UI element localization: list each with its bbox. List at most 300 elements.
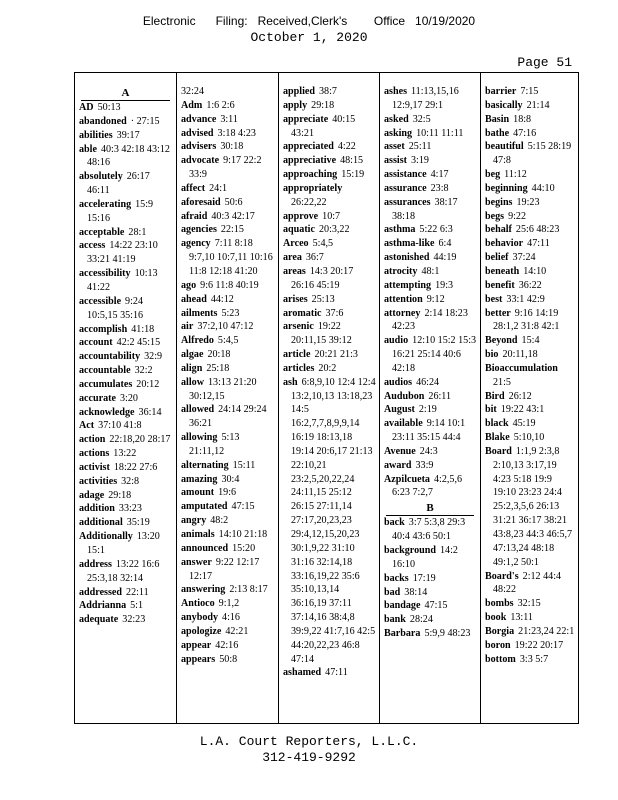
- page-line-refs: 6:8,9,10 12:4 12:4 13:2,10,13 13:18,23 14:5 16:2,7,7,8,9,9,14 16:19 18:13,18 19:14 20:6,17 21:13 22:10,21 23:2,5,20,22,24 24:11,15 25:12 26:15 27:11,14 27:17,20,23,23 29:4,12,15,20,23 30:1,9,22 31:10 31:16 32:14,18 33:16,19,22 35:6 35:10,13,14 36:16,19 37:11 37:14,16 38:4,8 39:9,22 41:7,16 42:5 44:20,22,23 46:8 47:14: [291, 376, 376, 665]
- index-word: beginning: [485, 182, 528, 194]
- index-entry: [384, 154, 478, 168]
- index-word: bank: [384, 614, 406, 626]
- index-entry: [79, 364, 174, 378]
- page-line-refs: 19:22 43:1: [500, 404, 545, 416]
- index-word: addressed: [79, 586, 123, 598]
- page-line-refs: 26:22,22: [291, 196, 327, 208]
- page-line-refs: 36:14: [138, 406, 162, 418]
- index-word: Azpilcueta: [384, 473, 430, 485]
- index-entry: [283, 182, 377, 210]
- index-word: assurances: [384, 196, 431, 208]
- page-line-refs: 20:2: [318, 362, 337, 374]
- page-line-refs: 33:9: [415, 459, 434, 471]
- index-word: accessible: [79, 295, 122, 307]
- index-word: absolutely: [79, 171, 123, 183]
- index-entry: [79, 323, 174, 337]
- index-word: bad: [384, 586, 401, 598]
- index-word: applied: [283, 86, 315, 97]
- index-word: Bioaccumulation: [485, 362, 558, 374]
- index-column-2: [176, 73, 278, 723]
- index-word: Board's: [485, 570, 519, 582]
- index-entry: [485, 390, 577, 404]
- index-word: appreciated: [283, 141, 334, 153]
- index-entry: [384, 223, 478, 237]
- index-word: addition: [79, 503, 115, 515]
- index-word: aquatic: [283, 224, 315, 236]
- page-line-refs: 25:6 48:23: [515, 224, 560, 236]
- page-line-refs: 9:22: [508, 210, 527, 222]
- index-entry: [79, 350, 174, 364]
- page-line-refs: 3:20: [120, 392, 138, 404]
- index-word: behalf: [485, 224, 512, 236]
- page-line-refs: 3:7 5:3,8 29:3 40:4 43:6 50:1: [392, 517, 466, 543]
- page-line-refs: · 27:15: [130, 115, 160, 127]
- page-line-refs: 30:4: [221, 473, 240, 485]
- index-word: Beyond: [485, 335, 518, 347]
- index-entry: [283, 293, 377, 307]
- index-word: AD: [79, 102, 94, 113]
- index-entry: [384, 237, 478, 251]
- document-date: October 1, 2020: [250, 30, 368, 45]
- page-line-refs: 47:15: [231, 501, 255, 513]
- page-line-refs: 1:6 2:6: [206, 99, 235, 111]
- index-entry: [485, 85, 577, 99]
- index-word: afraid: [181, 210, 208, 222]
- page-line-refs: 45:19: [512, 418, 536, 430]
- index-word: bombs: [485, 598, 514, 610]
- page-line-refs: 10:11 11:11: [416, 127, 464, 139]
- index-entry: [384, 417, 478, 445]
- index-entry: [79, 613, 174, 627]
- page-line-refs: 4:17: [430, 169, 449, 181]
- page-line-refs: 22:11: [126, 586, 149, 598]
- page-line-refs: 41:18: [131, 323, 155, 335]
- index-entry: [79, 530, 174, 558]
- index-entry: [181, 182, 276, 196]
- letter-heading: B: [386, 502, 474, 516]
- index-column-4: [379, 73, 480, 723]
- page-line-refs: 37:2,10 47:12: [197, 321, 254, 333]
- page-line-refs: 26:17 46:11: [87, 171, 150, 197]
- index-entry: [79, 336, 174, 350]
- index-word: Antioco: [181, 598, 215, 610]
- index-entry: [283, 376, 377, 667]
- index-entry: [485, 140, 577, 168]
- index-word: abandoned: [79, 115, 127, 127]
- index-entry: [283, 99, 377, 113]
- index-entry: [485, 113, 577, 127]
- index-entry: [485, 653, 577, 667]
- page-line-refs: 36:7: [305, 252, 324, 264]
- index-word: accessibility: [79, 268, 131, 280]
- index-entry: [181, 556, 276, 584]
- index-entry: [485, 182, 577, 196]
- index-entry: [485, 210, 577, 224]
- index-word: asked: [384, 113, 409, 125]
- page-line-refs: 14:22 23:10 33:21 41:19: [87, 240, 158, 266]
- index-word: affect: [181, 182, 206, 194]
- index-word: apply: [283, 99, 308, 111]
- index-entry: [485, 237, 577, 251]
- page-line-refs: 18:22 27:6: [113, 461, 158, 473]
- index-entry: [283, 210, 377, 224]
- index-entry: [485, 293, 577, 307]
- page-line-refs: 10:7: [322, 210, 341, 222]
- index-word: audios: [384, 376, 413, 388]
- index-entry: [384, 334, 478, 376]
- page-line-refs: 15:9 15:16: [87, 198, 154, 224]
- index-word: accountability: [79, 351, 141, 363]
- court-reporter-phone: 312-419-9292: [262, 750, 356, 765]
- index-word: address: [79, 558, 112, 570]
- page-line-refs: 5:4,5: [312, 238, 334, 250]
- index-word: Additionally: [79, 531, 133, 543]
- page-line-refs: 32:23: [122, 614, 146, 626]
- page-line-refs: 20:12: [136, 378, 160, 390]
- index-entry: [181, 362, 276, 376]
- page-line-refs: 9:17 22:2 33:9: [189, 155, 262, 181]
- index-word: back: [384, 517, 405, 529]
- page-line-refs: 21:23,24 22:1: [518, 625, 575, 637]
- page-line-refs: 6:4: [438, 238, 452, 250]
- index-entry: [384, 127, 478, 141]
- index-word: bio: [485, 349, 499, 361]
- index-word: answer: [181, 556, 212, 568]
- index-word: aromatic: [283, 307, 322, 319]
- page-line-refs: 9:12: [426, 293, 445, 305]
- index-entry: [384, 390, 478, 404]
- page-line-refs: 42:16: [215, 639, 239, 651]
- index-word: begs: [485, 210, 505, 222]
- index-entry: [485, 639, 577, 653]
- index-entry: [181, 320, 276, 334]
- index-entry: [181, 639, 276, 653]
- index-word: barrier: [485, 86, 517, 97]
- index-word: air: [181, 321, 194, 333]
- index-entry: [283, 140, 377, 154]
- index-entry: [384, 445, 478, 459]
- index-entry: [181, 210, 276, 224]
- page-line-refs: 22:18,20 28:17: [109, 434, 171, 446]
- index-word: best: [485, 293, 503, 305]
- index-word: assist: [384, 155, 407, 167]
- page-line-refs: 5:13 21:11,12: [189, 432, 240, 457]
- index-entry: [79, 586, 174, 600]
- index-entry: [384, 265, 478, 279]
- index-word: amazing: [181, 473, 218, 485]
- page-line-refs: 28:24: [409, 614, 433, 626]
- index-entry: [283, 223, 377, 237]
- index-word: animals: [181, 529, 215, 540]
- index-entry: [384, 85, 478, 113]
- page-line-refs: 33:23: [118, 503, 142, 515]
- index-entry: [79, 115, 174, 129]
- page-line-refs: 33:1 42:9: [506, 293, 545, 305]
- page-line-refs: 13:22: [113, 448, 137, 460]
- page-line-refs: 2:13 8:17: [229, 584, 268, 596]
- index-word: accomplish: [79, 323, 128, 335]
- page-line-refs: 3:11: [220, 113, 238, 125]
- index-word: adage: [79, 489, 105, 501]
- index-entry: [79, 143, 174, 171]
- index-entry: [384, 599, 478, 613]
- index-entry: [485, 403, 577, 417]
- index-word: behavior: [485, 238, 524, 250]
- index-entry: [181, 514, 276, 528]
- index-word: begins: [485, 196, 513, 208]
- index-word: award: [384, 459, 412, 471]
- index-word: Board: [485, 445, 512, 457]
- index-entry: [384, 544, 478, 572]
- index-entry: [283, 362, 377, 376]
- page-line-refs: 22:15: [220, 224, 244, 236]
- index-entry: [485, 334, 577, 348]
- page-line-refs: 24:1: [209, 182, 228, 194]
- index-entry: [384, 113, 478, 127]
- index-word: able: [79, 143, 97, 155]
- page-line-refs: 5:1: [130, 600, 144, 612]
- index-word: Alfredo: [181, 335, 214, 347]
- index-entry: [181, 376, 276, 404]
- page-line-refs: 42:2 45:15: [116, 337, 161, 349]
- page-line-refs: 24:3: [419, 445, 438, 457]
- index-entry: [181, 279, 276, 293]
- index-word: asthma: [384, 224, 416, 236]
- page-line-refs: 32:5: [412, 113, 431, 125]
- page-line-refs: 19:23: [516, 196, 540, 208]
- index-entry: [485, 127, 577, 141]
- index-entry: [181, 127, 276, 141]
- page-line-refs: 23:8: [430, 182, 449, 194]
- index-entry: [79, 392, 174, 406]
- index-entry: [485, 611, 577, 625]
- index-entry: [181, 154, 276, 182]
- page-line-refs: 44:12: [210, 293, 234, 305]
- index-word: Arceo: [283, 238, 309, 250]
- index-entry: [283, 666, 377, 680]
- index-word: action: [79, 434, 106, 446]
- index-entry: [384, 182, 478, 196]
- index-entry: [79, 406, 174, 420]
- index-word: activities: [79, 475, 118, 487]
- index-entry: [485, 223, 577, 237]
- index-word: agencies: [181, 224, 217, 236]
- index-entry: [79, 433, 174, 447]
- index-entry: [181, 403, 276, 431]
- page-line-refs: 10:13 41:22: [87, 268, 158, 293]
- index-entry: [485, 265, 577, 279]
- page-line-refs: 19:3: [435, 279, 454, 291]
- page-line-refs: 47:11: [325, 667, 348, 679]
- index-entry: [485, 251, 577, 265]
- page-line-refs: 19:22 20:11,15 39:12: [291, 321, 352, 347]
- page-line-refs: 3:19: [411, 155, 429, 167]
- index-word: backs: [384, 572, 409, 584]
- index-entry: [181, 293, 276, 307]
- index-word: belief: [485, 252, 509, 264]
- index-entry: [79, 226, 174, 240]
- index-word: Blake: [485, 432, 510, 444]
- page-line-refs: 29:18: [311, 99, 335, 111]
- index-word: amount: [181, 487, 215, 499]
- page-line-refs: 39:17: [116, 129, 140, 141]
- index-entry: [485, 168, 577, 182]
- page-line-refs: 5:23: [221, 307, 240, 319]
- page-line-refs: 11:13,15,16 12:9,17 29:1: [392, 86, 459, 111]
- page-number: Page 51: [517, 55, 572, 70]
- index-entry: [79, 170, 174, 198]
- page-line-refs: 19:6: [218, 487, 237, 499]
- index-word: arsenic: [283, 321, 314, 333]
- index-word: acceptable: [79, 226, 125, 238]
- index-word: Act: [79, 420, 95, 432]
- page-line-refs: 32:2: [134, 365, 153, 377]
- page-line-refs: 47:15: [424, 600, 448, 612]
- page-line-refs: 47:16: [513, 127, 537, 139]
- index-word: accumulates: [79, 378, 133, 390]
- index-word: beg: [485, 169, 501, 181]
- index-entry: [283, 154, 377, 168]
- index-entry: [181, 486, 276, 500]
- page-line-refs: 15:19: [341, 169, 365, 181]
- index-entry: [79, 129, 174, 143]
- court-reporter-name: L.A. Court Reporters, L.L.C.: [199, 734, 419, 749]
- index-entry: [384, 251, 478, 265]
- index-entry: [384, 376, 478, 390]
- index-entry: [485, 445, 577, 570]
- index-entry: [181, 431, 276, 459]
- page-line-refs: 11:12: [504, 169, 527, 181]
- page-line-refs: 37:6: [325, 307, 344, 319]
- index-word: articles: [283, 362, 315, 374]
- index-word: approaching: [283, 169, 338, 181]
- index-word: audio: [384, 335, 409, 347]
- filing-stamp: Electronic Filing: Received,Clerk's Office 10/19/2020: [142, 14, 476, 28]
- index-entry: [79, 198, 174, 226]
- page-line-refs: 30:18: [220, 141, 244, 153]
- page-line-refs: 19:22 20:17: [514, 639, 564, 651]
- page-line-refs: 2:12 44:4 48:22: [493, 570, 562, 596]
- page-line-refs: 15:20: [232, 542, 256, 554]
- index-entry: [79, 378, 174, 392]
- index-entry: [384, 459, 478, 473]
- index-word: additional: [79, 517, 123, 529]
- page-line-refs: 50:8: [219, 653, 238, 665]
- page-line-refs: 7:11 8:18 9:7,10 10:7,11 10:16 11:8 12:18 41:20: [189, 238, 273, 277]
- index-word: asthma-like: [384, 238, 435, 250]
- index-word: atrocity: [384, 265, 418, 277]
- page-line-refs: 2:19: [418, 404, 437, 416]
- index-word: assurance: [384, 182, 427, 194]
- letter-heading: A: [81, 87, 170, 101]
- index-word: ashes: [384, 86, 407, 97]
- page-line-refs: 14:10: [523, 265, 547, 277]
- index-word: activist: [79, 461, 110, 473]
- index-entry: [181, 237, 276, 279]
- page-line-refs: 14:3 20:17 26:16 45:19: [291, 265, 354, 291]
- index-word: acknowledge: [79, 406, 135, 418]
- page-line-refs: 9:6 11:8 40:19: [200, 279, 259, 291]
- page-line-refs: 44:19: [433, 252, 457, 264]
- page-line-refs: 32:8: [121, 475, 140, 487]
- page-line-refs: 7:15: [520, 86, 539, 97]
- page-line-refs: 25:11: [408, 141, 432, 153]
- page-line-refs: 38:17 38:18: [392, 196, 458, 222]
- index-word: background: [384, 545, 436, 556]
- index-word: anybody: [181, 612, 219, 624]
- index-word: abilities: [79, 129, 113, 141]
- index-column-5: [480, 73, 579, 723]
- index-column-3: [278, 73, 379, 723]
- index-word: attention: [384, 293, 423, 305]
- index-word: advised: [181, 127, 214, 139]
- index-entry: [283, 265, 377, 293]
- page-line-refs: 21:14: [526, 99, 550, 111]
- page-line-refs: 24:14 29:24 36:21: [189, 404, 267, 430]
- index-entry: [181, 611, 276, 625]
- index-word: benefit: [485, 279, 515, 291]
- index-entry: [79, 516, 174, 530]
- index-entry: [384, 168, 478, 182]
- index-entry: [181, 223, 276, 237]
- index-entry: [384, 586, 478, 600]
- index-word: ago: [181, 279, 197, 291]
- page-line-refs: 5:10,10: [513, 432, 545, 444]
- page-line-refs: 28:1: [128, 226, 147, 238]
- page-line-refs: 32:15: [517, 598, 541, 610]
- page-line-refs: 35:19: [126, 517, 150, 529]
- index-word: Basin: [485, 113, 510, 125]
- index-word: basically: [485, 99, 523, 111]
- index-entry: [79, 447, 174, 461]
- page-line-refs: 26:12: [508, 390, 532, 402]
- page-line-refs: 4:2,5,6 6:23 7:2,7: [392, 473, 463, 499]
- index-entry: [283, 168, 377, 182]
- page-line-refs: 32:24: [181, 86, 204, 97]
- index-entry: [485, 597, 577, 611]
- page-line-refs: 4:16: [222, 612, 240, 624]
- index-entry: [283, 85, 377, 99]
- index-word: announced: [181, 542, 229, 554]
- page-line-refs: 9:1,2: [218, 598, 240, 610]
- index-word: answering: [181, 584, 226, 596]
- index-entry: [181, 113, 276, 127]
- index-word: bit: [485, 404, 497, 416]
- index-word: accurate: [79, 392, 116, 404]
- index-entry: [485, 99, 577, 113]
- page-line-refs: 42:21: [225, 625, 249, 637]
- page-line-refs: 13:13 21:20 30:12,15: [189, 376, 257, 402]
- index-entry: [79, 461, 174, 475]
- index-entry: [485, 348, 577, 362]
- index-word: ailments: [181, 307, 218, 319]
- page-line-refs: 20:3,22: [318, 224, 350, 236]
- page-line-refs: 20:11,18: [502, 349, 538, 361]
- page-line-refs: 44:10: [531, 182, 555, 194]
- page-line-refs: 5:4,5: [217, 335, 239, 347]
- index-word: assistance: [384, 169, 427, 181]
- index-word: bathe: [485, 127, 510, 139]
- index-word: appreciate: [283, 113, 329, 125]
- index-word: Barbara: [384, 628, 421, 640]
- page-line-refs: 3:3 5:7: [519, 653, 549, 665]
- index-word: allowing: [181, 432, 218, 444]
- index-entry: [79, 101, 174, 115]
- index-word: beneath: [485, 265, 520, 277]
- index-entry: [485, 307, 577, 335]
- index-entry: [79, 489, 174, 503]
- index-word: aforesaid: [181, 196, 221, 208]
